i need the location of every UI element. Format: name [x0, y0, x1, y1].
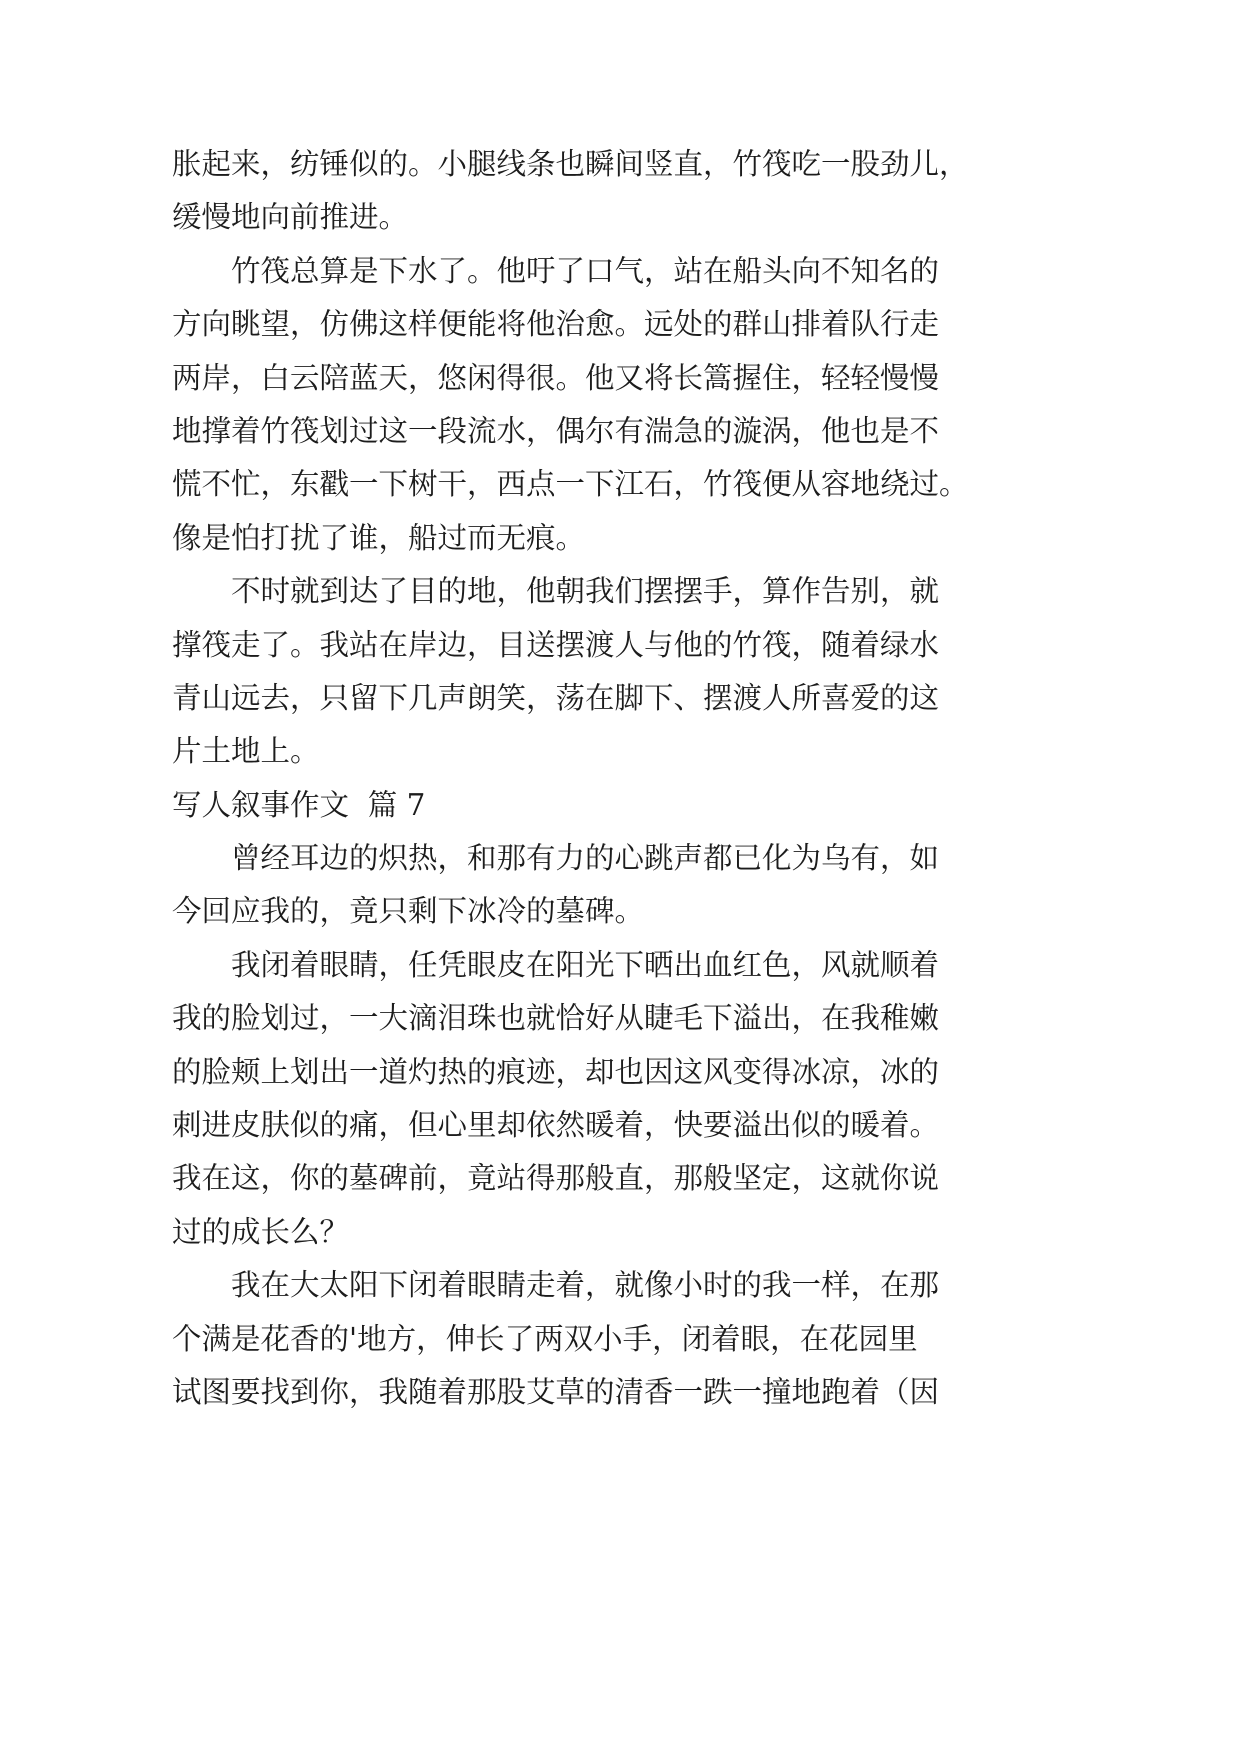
paragraph-line: 片土地上。: [172, 734, 320, 769]
paragraph-line: 像是怕打扰了谁，船过而无痕。: [172, 520, 586, 555]
document-page: [172, 138, 1172, 1419]
paragraph: [172, 1259, 1172, 1419]
paragraph-line: 个满是花香的'地方，伸长了两双小手，闭着眼，在花园里: [172, 1321, 918, 1356]
paragraph-line: 慌不忙，东戳一下树干，西点一下江石，竹筏便从容地绕过。: [172, 467, 969, 502]
paragraph-line: 地撑着竹筏划过这一段流水，偶尔有湍急的漩涡，他也是不: [172, 413, 940, 448]
paragraph-line: 我闭着眼睛，任凭眼皮在阳光下晒出血红色，风就顺着: [231, 947, 940, 982]
paragraph-line: 试图要找到你，我随着那股艾草的清香一跌一撞地跑着（因: [172, 1374, 940, 1409]
paragraph-line: 两岸，白云陪蓝天，悠闲得很。他又将长篙握住，轻轻慢慢: [172, 360, 940, 395]
paragraph-line: 我的脸划过，一大滴泪珠也就恰好从睫毛下溢出，在我稚嫩: [172, 1001, 940, 1036]
paragraph: [172, 245, 1172, 565]
paragraph-line: 竹筏总算是下水了。他吁了口气，站在船头向不知名的: [231, 253, 940, 288]
paragraph-line: 曾经耳边的炽热，和那有力的心跳声都已化为乌有，如: [231, 841, 940, 876]
paragraph-line: 青山远去，只留下几声朗笑，荡在脚下、摆渡人所喜爱的这: [172, 680, 940, 715]
paragraph-line: 我在大太阳下闭着眼睛走着，就像小时的我一样，在那: [231, 1268, 940, 1303]
paragraph: [172, 138, 1172, 245]
section-title: 写人叙事作文 篇 7: [172, 787, 426, 822]
paragraph-line: 我在这，你的墓碑前，竟站得那般直，那般坚定，这就你说: [172, 1161, 940, 1196]
paragraph: [172, 832, 1172, 939]
paragraph-line: 胀起来，纺锤似的。小腿线条也瞬间竖直，竹筏吃一股劲儿，: [172, 147, 969, 181]
paragraph-line: 撑筏走了。我站在岸边，目送摆渡人与他的竹筏，随着绿水: [172, 627, 940, 662]
section: [172, 779, 1172, 1420]
paragraph: [172, 939, 1172, 1259]
paragraph-line: 不时就到达了目的地，他朝我们摆摆手，算作告别，就: [231, 574, 940, 609]
paragraph: [172, 565, 1172, 779]
paragraph-line: 的脸颊上划出一道灼热的痕迹，却也因这风变得冰凉，冰的: [172, 1054, 940, 1089]
paragraph-line: 缓慢地向前推进。: [172, 200, 409, 235]
paragraph-line: 过的成长么？: [172, 1214, 350, 1249]
paragraph-line: 刺进皮肤似的痛，但心里却依然暖着，快要溢出似的暖着。: [172, 1108, 940, 1143]
previous-section: [172, 138, 1172, 779]
paragraph-line: 今回应我的，竟只剩下冰冷的墓碑。: [172, 894, 645, 929]
paragraph-line: 方向眺望，仿佛这样便能将他治愈。远处的群山排着队行走: [172, 307, 940, 342]
